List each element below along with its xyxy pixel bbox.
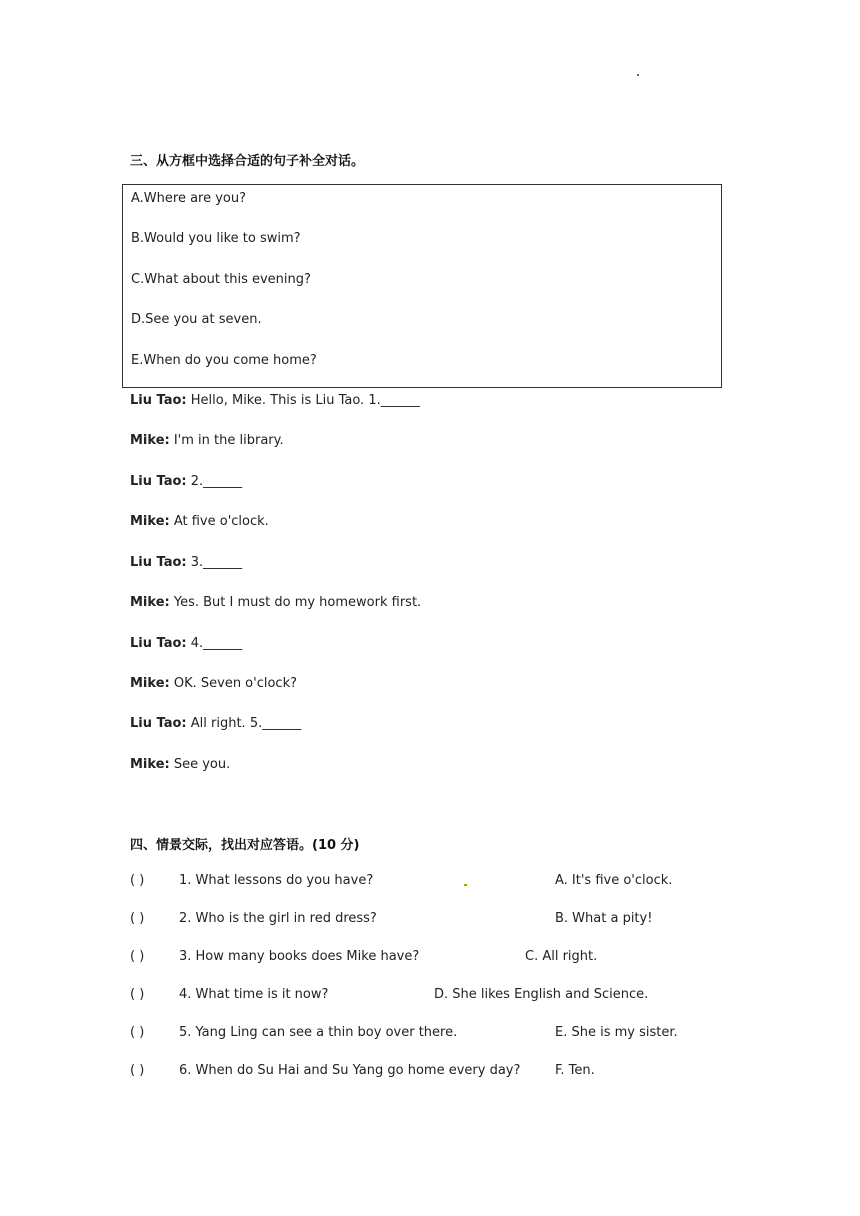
dialogue-text: At five o'clock. <box>169 514 269 529</box>
speaker: Liu Tao: <box>130 555 187 570</box>
speaker: Mike: <box>130 514 170 529</box>
option-b: B.Would you like to swim? <box>131 231 301 246</box>
speaker: Liu Tao: <box>130 636 187 651</box>
dialogue-text: 3.______ <box>186 555 243 570</box>
dialogue-line-3 <box>130 474 242 490</box>
dialogue-line-1 <box>130 393 420 409</box>
question-3: 3. How many books does Mike have? <box>179 949 420 964</box>
speaker: Mike: <box>130 676 170 691</box>
answer-paren-3: ( ) <box>130 949 145 964</box>
stray-mark <box>464 884 467 886</box>
answer-paren-1: ( ) <box>130 873 145 888</box>
speaker: Mike: <box>130 757 170 772</box>
speaker: Liu Tao: <box>130 393 187 408</box>
dialogue-text: 4.______ <box>186 636 243 651</box>
speaker: Mike: <box>130 433 170 448</box>
speaker: Liu Tao: <box>130 716 187 731</box>
question-2: 2. Who is the girl in red dress? <box>179 911 377 926</box>
answer-e: E. She is my sister. <box>555 1025 678 1040</box>
question-1: 1. What lessons do you have? <box>179 873 374 888</box>
dialogue-line-4 <box>130 514 269 530</box>
dialogue-text: Yes. But I must do my homework first. <box>169 595 422 610</box>
dialogue-text: Hello, Mike. This is Liu Tao. 1.______ <box>186 393 420 408</box>
answer-paren-4: ( ) <box>130 987 145 1002</box>
option-e: E.When do you come home? <box>131 353 317 368</box>
dialogue-line-2 <box>130 433 284 449</box>
answer-a: A. It's five o'clock. <box>555 873 673 888</box>
speaker: Liu Tao: <box>130 474 187 489</box>
dialogue-line-8 <box>130 676 297 692</box>
speaker: Mike: <box>130 595 170 610</box>
dialogue-line-7 <box>130 636 242 652</box>
question-6: 6. When do Su Hai and Su Yang go home every day? <box>179 1063 521 1078</box>
dialogue-line-10 <box>130 757 230 773</box>
question-4: 4. What time is it now? <box>179 987 329 1002</box>
header-dot <box>637 74 639 76</box>
option-d: D.See you at seven. <box>131 312 262 327</box>
dialogue-text: I'm in the library. <box>169 433 284 448</box>
answer-d: D. She likes English and Science. <box>434 987 649 1002</box>
section3-title: 三、从方框中选择合适的句子补全对话。 <box>130 154 365 169</box>
dialogue-line-6 <box>130 595 421 611</box>
dialogue-text: See you. <box>169 757 231 772</box>
answer-f: F. Ten. <box>555 1063 595 1078</box>
dialogue-line-5 <box>130 555 242 571</box>
question-5: 5. Yang Ling can see a thin boy over there. <box>179 1025 458 1040</box>
answer-paren-6: ( ) <box>130 1063 145 1078</box>
option-c: C.What about this evening? <box>131 272 311 287</box>
answer-b: B. What a pity! <box>555 911 653 926</box>
answer-paren-5: ( ) <box>130 1025 145 1040</box>
options-box <box>122 184 722 388</box>
dialogue-text: OK. Seven o'clock? <box>169 676 298 691</box>
answer-paren-2: ( ) <box>130 911 145 926</box>
dialogue-text: All right. 5.______ <box>186 716 302 731</box>
dialogue-line-9 <box>130 716 301 732</box>
dialogue-text: 2.______ <box>186 474 243 489</box>
option-a: A.Where are you? <box>131 191 247 206</box>
answer-c: C. All right. <box>525 949 598 964</box>
section4-title: 四、情景交际，找出对应答语。(10 分) <box>130 838 360 853</box>
